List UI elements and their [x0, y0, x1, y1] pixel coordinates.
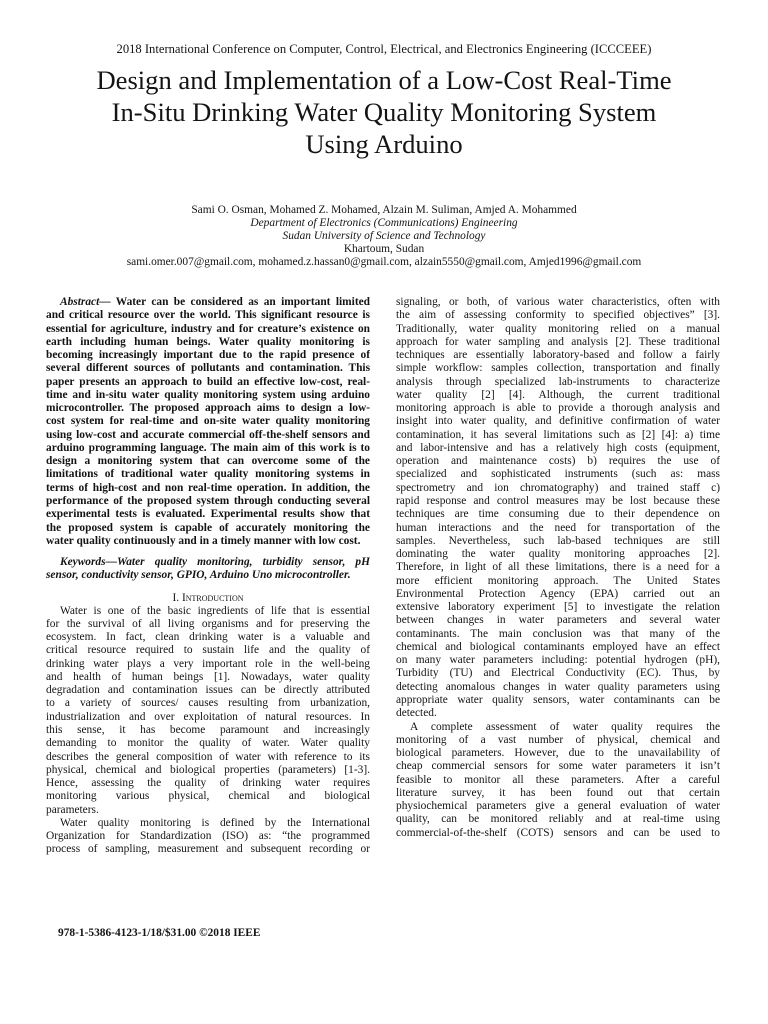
abstract: [46, 296, 370, 548]
text-line: physical, chemical and biological properties (parameters) [1-3].: [46, 763, 370, 776]
text-line: Hence, assessing the quality of drinking water requires: [46, 777, 370, 790]
text-line: the aim of assessing conformity to specified objectives” [3].: [396, 309, 720, 322]
text-line: for the survival of all living organisms and for preserving the: [46, 617, 370, 630]
text-line: approach for water sampling and analysis [2]. These traditional: [396, 335, 720, 348]
text-line: and health of human beings [1]. Nowadays, water quality: [46, 670, 370, 683]
author-location: Khartoum, Sudan: [343, 243, 425, 255]
text-line: A complete assessment of water quality requires the: [410, 720, 720, 733]
author-department: Department of Electronics (Communications) Engineering: [250, 217, 518, 229]
text-line: Water is one of the basic ingredients of life that is essential: [60, 604, 370, 617]
text-line: quality, can be monitored reliably and at real-time using: [396, 813, 720, 826]
text-line: arduino programming language. The main aim of this work is to: [46, 441, 370, 454]
text-line: dominating the water quality monitoring approaches [2].: [396, 548, 720, 561]
text-line: describes the general composition of water with reference to its: [46, 750, 370, 763]
section-heading-introduction: [46, 591, 370, 605]
text-line: this sense, it has become paramount and increasingly: [46, 723, 370, 736]
text-line: Turbidity (TU) and Electrical Conductivity (EC). Thus, by: [396, 667, 720, 680]
author-emails: sami.omer.007@gmail.com, mohamed.z.hassan0@gmail.com, alzain5550@gmail.com, Amjed1996@gmail.com: [126, 256, 642, 268]
author-names: Sami O. Osman, Mohamed Z. Mohamed, Alzain M. Suliman, Amjed A. Mohammed: [191, 204, 577, 216]
text-line: monitoring approach is able to provide a thorough analysis and: [396, 402, 720, 415]
text-line: performance of the proposed system through conducting several: [46, 494, 370, 507]
title-line: In-Situ Drinking Water Quality Monitoring System: [111, 97, 657, 127]
text-line: microcontroller. The proposed approach aims to design a low-: [46, 402, 370, 415]
text-line: limitations of traditional water quality monitoring systems in: [46, 468, 370, 481]
text-line: commercial-of-the-shelf (COTS) sensors and can be used to: [396, 826, 720, 839]
text-line: paper presents an approach to build an effective low-cost, real-: [46, 375, 370, 388]
text-line: experimental tests is evaluated. Experimental results show that: [46, 508, 370, 521]
left-column: [46, 296, 370, 857]
text-line: Water quality monitoring is defined by the International: [60, 816, 370, 829]
text-line: time and in-situ water quality monitoring system using arduino: [46, 388, 370, 401]
text-line: techniques are time consuming due to their dependence on: [396, 508, 720, 521]
text-line: physiochemical parameters give a general evaluation of water: [396, 800, 720, 813]
text-line: contamination, it has several limitations such as [2] [4]: a) time: [396, 428, 720, 441]
text-line: extensive laboratory experiment [5] to investigate the relation: [396, 601, 720, 614]
text-line: process of sampling, measurement and subsequent recording or: [46, 843, 370, 856]
author-university: Sudan University of Science and Technology: [282, 230, 486, 242]
text-line: simple workflow: samples collection, transportation and finally: [396, 362, 720, 375]
text-line: Keywords—Water quality monitoring, turbidity sensor, pH: [60, 556, 370, 569]
text-line: signaling, or both, of various water characteristics, often with: [396, 296, 720, 308]
abstract-label: Abstract—: [60, 296, 111, 308]
title-line: Using Arduino: [305, 129, 463, 159]
conference-header: 2018 International Conference on Computer, Control, Electrical, and Electronics Engineering (ICCCEEE): [116, 42, 652, 56]
text-line: chemical and biological contaminants employed have an effect: [396, 640, 720, 653]
text-line: Organization for Standardization (ISO) as: “the programmed: [46, 830, 370, 843]
text-line: design a monitoring system that can overcome some of the: [46, 455, 370, 468]
title-line: Design and Implementation of a Low-Cost Real-Time: [96, 65, 672, 95]
text-line: contaminants. The main conclusion was that many of the: [396, 627, 720, 640]
text-line: more efficient monitoring approach. The United States: [396, 574, 720, 587]
introduction-text-left: [46, 605, 370, 857]
text-line: essential for agriculture, industry and for creature’s existence on: [46, 322, 370, 335]
text-line: on many water parameters including: potential hydrogen (pH),: [396, 654, 720, 667]
text-line: and critical resource over the world. This significant resource is: [46, 309, 370, 322]
text-line: samples. Nevertheless, such lab-based techniques are still: [396, 534, 720, 547]
text-line: using low-cost and accurate commercial off-the-shelf sensors and: [46, 428, 370, 441]
right-column: [396, 296, 720, 840]
text-line: water quality continuously and in a timely manner with low cost.: [46, 534, 361, 547]
text-line: detecting anomalous changes in water quality parameters using: [396, 680, 720, 693]
text-line: drinking water plays a very important role in the well-being: [46, 657, 370, 670]
text-line: human interactions and the need for transportation of the: [396, 521, 720, 534]
text-line: detected.: [396, 707, 437, 720]
text-line: spectrometry and ion chromatography) and trained staff c): [396, 481, 720, 494]
text-line: feasible to monitor all these parameters. After a careful: [396, 773, 720, 786]
text-line: to a variety of sources/ causes resulting from urbanization,: [46, 697, 370, 710]
text-line: ecosystem. In fact, clean drinking water is a valuable and: [46, 631, 370, 644]
text-line: [46, 296, 370, 309]
text-line: parameters.: [46, 803, 99, 816]
text-line: insight into water quality, and definitive confirmation of water: [396, 415, 720, 428]
text-line: cheap commercial sensors for some water parameters it isn’t: [396, 760, 720, 773]
text-line: water quality [2] [4]. Although, the current traditional: [396, 388, 720, 401]
text-line: appropriate water quality sensors, water contaminants can be: [396, 693, 720, 706]
text-line: earth including human beings. Water quality monitoring is: [46, 335, 370, 348]
text-line: the proposed system is capable of accurately monitoring the: [46, 521, 370, 534]
abstract-first-line: Water can be considered as an important limited: [110, 296, 370, 308]
text-line: critical resource required to sustain life and the quality of: [46, 644, 370, 657]
text-line: monitoring of a vast number of physical, chemical and: [396, 733, 720, 746]
paper-title: [30, 64, 738, 160]
text-line: Environmental Protection Agency (EPA) carried out an: [396, 587, 720, 600]
text-line: techniques are essentially laboratory-based and follow a fairly: [396, 349, 720, 362]
introduction-text-right: [396, 296, 720, 840]
text-line: becoming increasingly important due to the rapid presence of: [46, 349, 370, 362]
text-line: and labor-intensive and has a relatively high costs (equipment,: [396, 441, 720, 454]
copyright-footer: 978-1-5386-4123-1/18/$31.00 ©2018 IEEE: [58, 927, 261, 939]
text-line: demanding to monitor the quality of water. Water quality: [46, 737, 370, 750]
section-heading-text: I. Introduction: [172, 591, 244, 604]
text-line: operation and maintenance costs) b) requires the use of: [396, 455, 720, 468]
text-line: Therefore, in light of all these limitations, there is a need for a: [396, 561, 720, 574]
keywords: [46, 556, 370, 583]
text-line: biological parameters. However, due to the unavailability of: [396, 747, 720, 760]
text-line: specialized and sophisticated instruments (such as: mass: [396, 468, 720, 481]
text-line: literature survey, it has been found out that certain: [396, 786, 720, 799]
text-line: analysis through specialized lab-instruments to characterize: [396, 375, 720, 388]
text-line: industrialization and over exploitation of natural resources. In: [46, 710, 370, 723]
text-line: between changes in water parameters and several water: [396, 614, 720, 627]
text-line: terms of high-cost and non real-time operation. In addition, the: [46, 481, 370, 494]
text-line: Traditionally, water quality monitoring relied on a manual: [396, 322, 720, 335]
text-line: monitoring various physical, chemical and biological: [46, 790, 370, 803]
text-line: rapid response and control measures may be lost because these: [396, 494, 720, 507]
text-line: cost system for real-time and on-site water quality monitoring: [46, 415, 370, 428]
text-line: sensor, conductivity sensor, GPIO, Arduino Uno microcontroller.: [46, 569, 351, 582]
text-line: several different sources of pollutants and contamination. This: [46, 362, 370, 375]
text-line: degradation and contamination issues can be directly attributed: [46, 684, 370, 697]
author-block: [0, 204, 768, 269]
